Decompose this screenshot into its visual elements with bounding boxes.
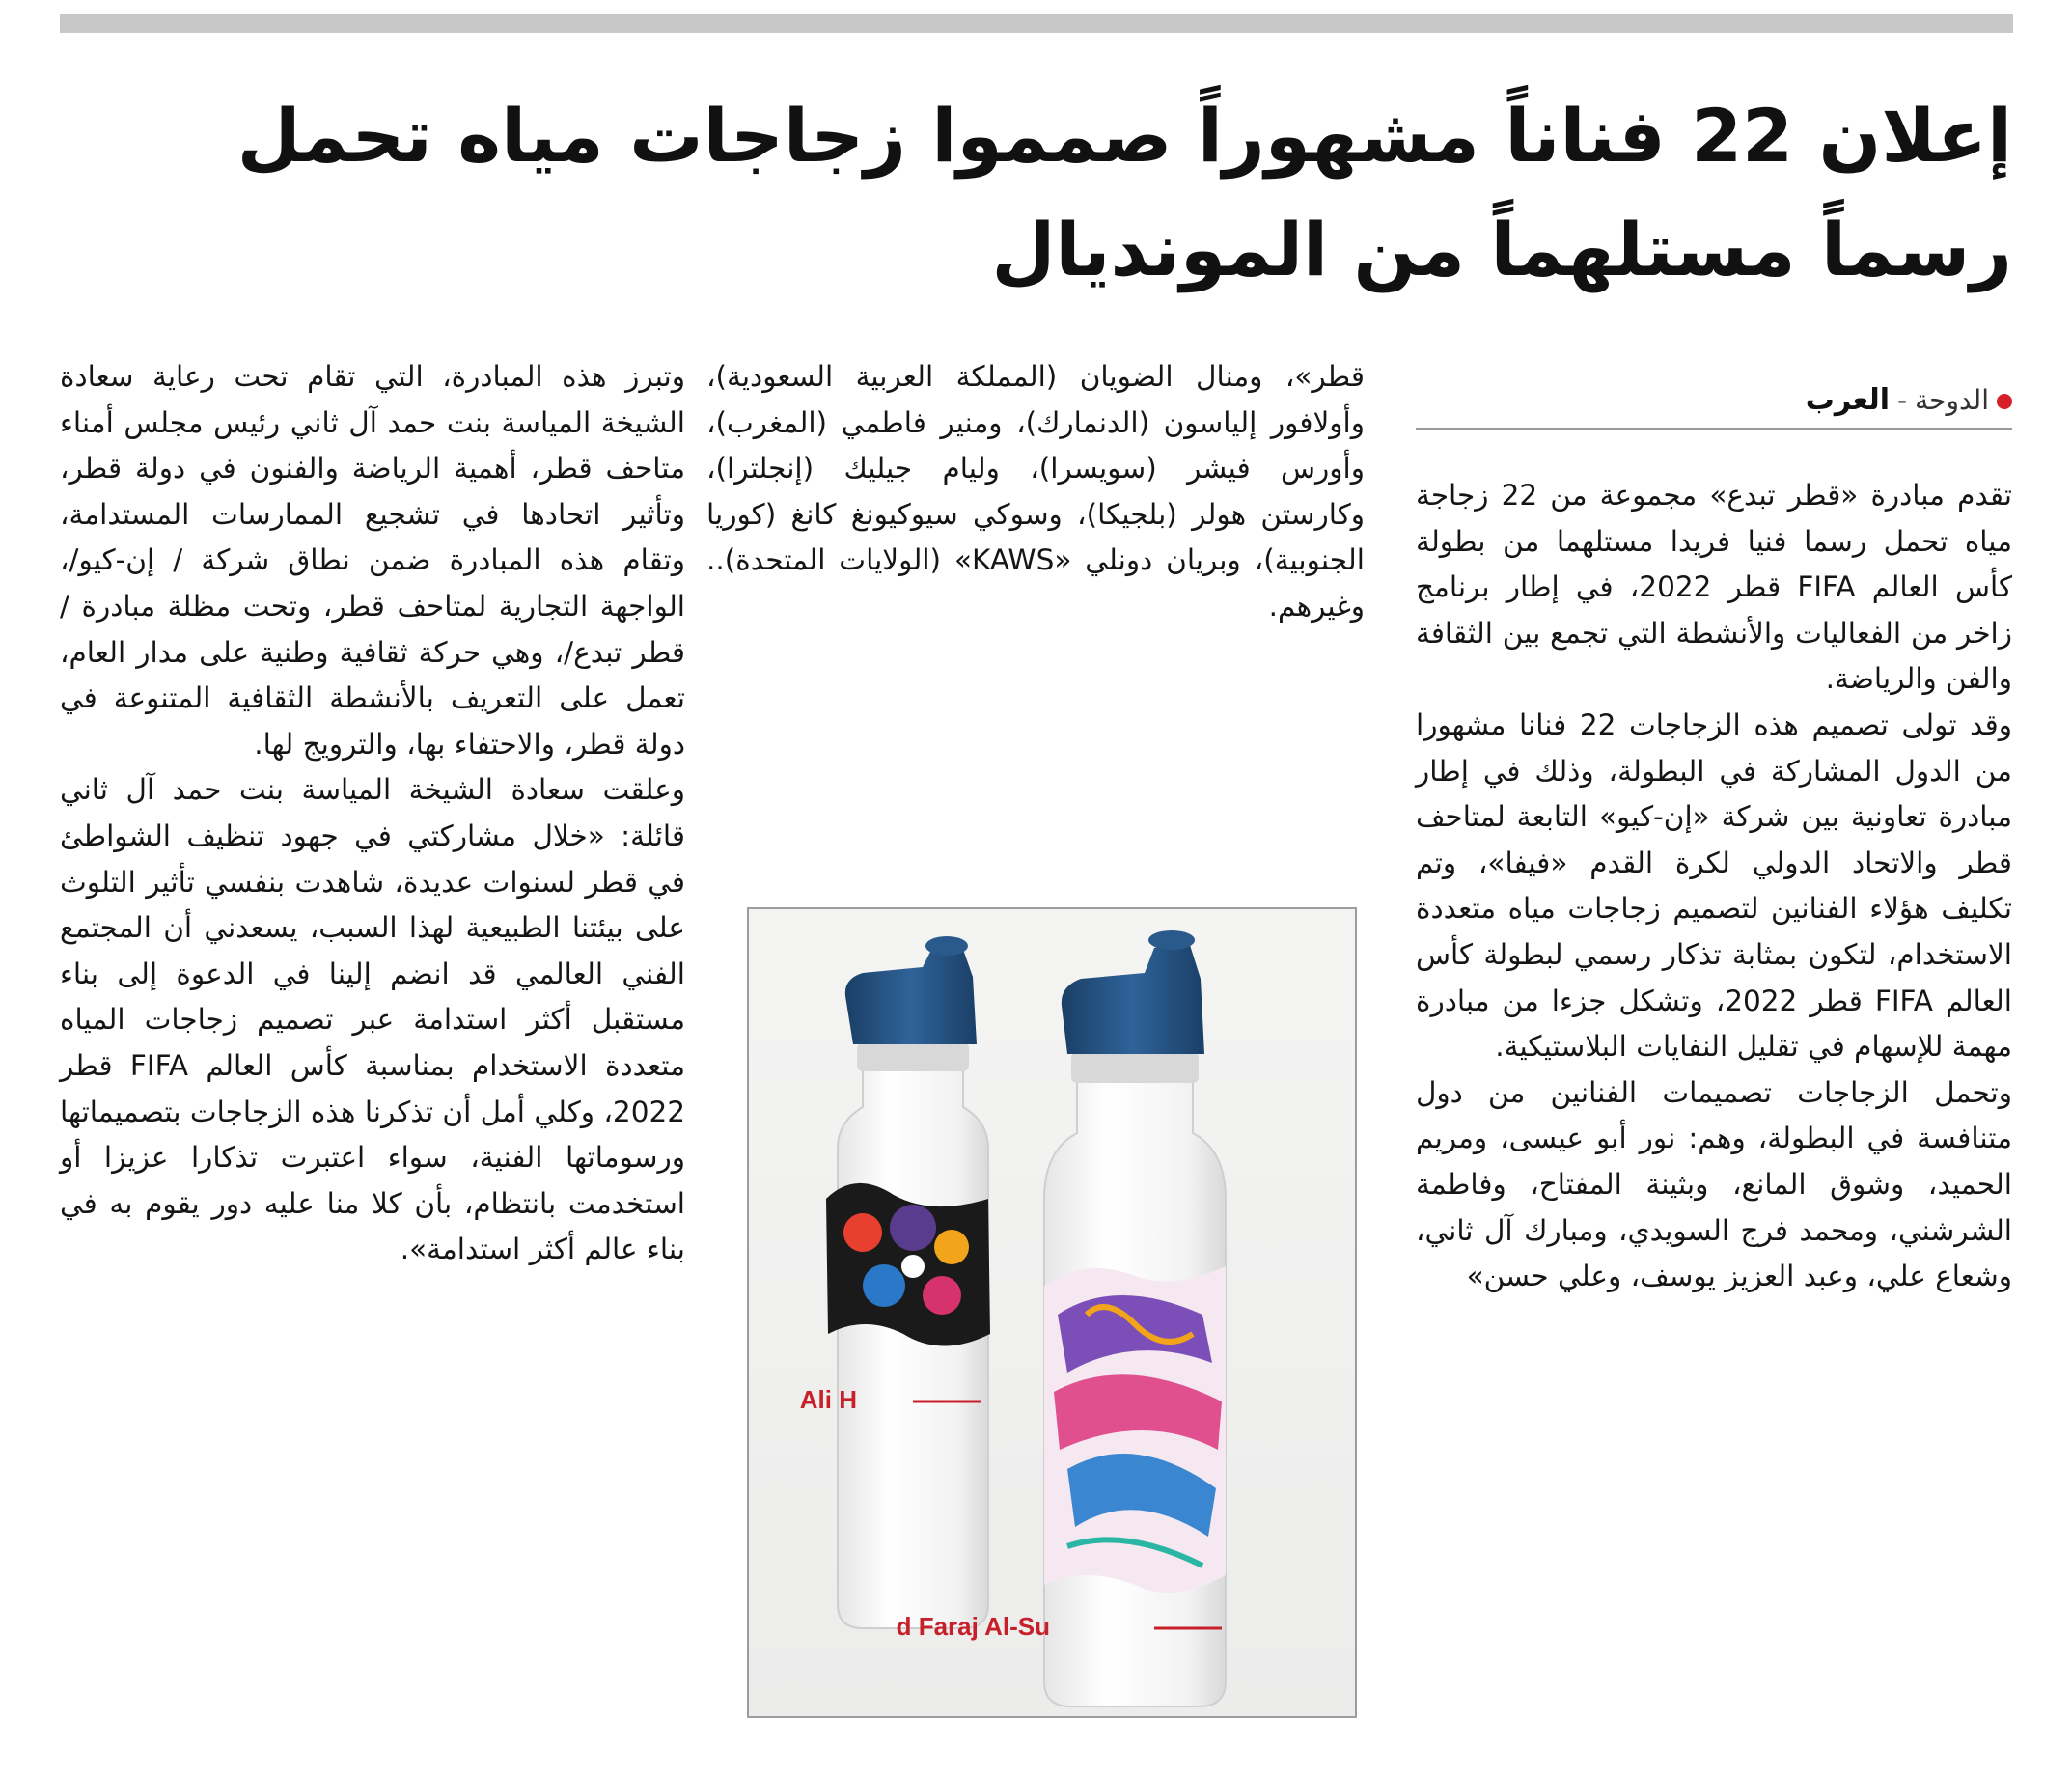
- byline-city: الدوحة: [1915, 384, 1989, 416]
- paragraph: وقد تولى تصميم هذه الزجاجات 22 فنانا مشهورا من الدول المشاركة في البطولة، وذلك في إطار مبادرة تعاونية بين شركة «إن-كيو» التابعة لمتاحف قطر والاتحاد الدولي لكرة القدم «فيفا»، وتم تكليف هؤلاء الفنانين لتصميم زجاجات مياه متعددة الاستخدام، لتكون بمثابة تذكار رسمي لبطولة كأس العالم FIFA قطر 2022، وتشكل جزءا من مبادرة مهمة للإسهام في تقليل النفايات البلاستيكية.: [1416, 707, 2012, 1064]
- headline-line-2: رسماً مستلهماً من المونديال: [991, 207, 2012, 292]
- paragraph: وتبرز هذه المبادرة، التي تقام تحت رعاية سعادة الشيخة المياسة بنت حمد آل ثاني رئيس مجلس أمناء متاحف قطر، أهمية الرياضة والفنون في دولة قطر، وتأثير اتحادها في تشجيع الممارسات المستدامة، وتقام هذه المبادرة ضمن نطاق شركة / إن-كيو/، الواجهة التجارية لمتاحف قطر، وتحت مظلة مبادرة /قطر تبدع/، وهي حركة ثقافية وطنية على مدار العام، تعمل على التعريف بالأنشطة الثقافية المتنوعة في دولة قطر، والاحتفاء بها، والترويج لها.: [60, 360, 685, 761]
- article-column-left: [60, 354, 685, 1273]
- article-column-middle: [706, 354, 1365, 630]
- byline-separator: -: [1897, 384, 1908, 416]
- paragraph: وتحمل الزجاجات تصميمات الفنانين من دول متنافسة في البطولة، وهم: نور أبو عيسى، ومريم الحميد، وشوق المانع، وبثينة المفتاح، وفاطمة الشرشني، ومحمد فرج السويدي، ومبارك آل ثاني، وشعاع علي، وعبد العزيز يوسف، وعلي حسن»: [1416, 1075, 2012, 1293]
- paragraph: وعلقت سعادة الشيخة المياسة بنت حمد آل ثاني قائلة: «خلال مشاركتي في جهود تنظيف الشواطئ في قطر لسنوات عديدة، شاهدت بنفسي تأثير التلوث على بيئتنا الطبيعية لهذا السبب، يسعدني أن المجتمع الفني العالمي قد انضم إلينا في الدعوة إلى بناء مستقبل أكثر استدامة عبر تصميم زجاجات المياه متعددة الاستخدام بمناسبة كأس العالم FIFA قطر 2022، وكلي أمل أن تذكرنا هذه الزجاجات بتصميماتها ورسوماتها الفنية، سواء اعتبرت تذكارا عزيزا أو استخدمت بانتظام، بأن كلا منا عليه دور يقوم به في بناء عالم أكثر استدامة».: [60, 773, 685, 1266]
- right-bottle-label: d Faraj Al-Su: [896, 1612, 1050, 1641]
- bottles-illustration: [749, 909, 1355, 1716]
- top-rule: [60, 14, 2013, 33]
- left-bottle-label: Ali H: [799, 1385, 857, 1414]
- red-dot-icon: [1997, 394, 2012, 409]
- article-photo-water-bottles: [747, 907, 1357, 1718]
- left-bottle: [826, 936, 990, 1628]
- byline: [1416, 379, 2012, 430]
- right-bottle: [1044, 930, 1226, 1706]
- article-column-right: [1416, 473, 2012, 1300]
- headline-line-1: إعلان 22 فناناً مشهوراً صمموا زجاجات مياه تحمل: [236, 93, 2012, 179]
- paragraph: قطر»، ومنال الضويان (المملكة العربية السعودية)، وأولافور إلياسون (الدنمارك)، ومنير فاطمي (المغرب)، وأورس فيشر (سويسرا)، وليام جيليك (إنجلترا)، وكارستن هولر (بلجيكا)، وسوكي سيوكيونغ كانغ (كوريا الجنوبية)، وبريان دونلي «KAWS» (الولايات المتحدة).. وغيرهم.: [706, 360, 1365, 623]
- publication-logo: العرب: [1805, 383, 1891, 417]
- paragraph: تقدم مبادرة «قطر تبدع» مجموعة من 22 زجاجة مياه تحمل رسما فنيا فريدا مستلهما من بطولة كأس العالم FIFA قطر 2022، في إطار برنامج زاخر من الفعاليات والأنشطة التي تجمع بين الثقافة والفن والرياضة.: [1416, 479, 2012, 696]
- article-headline: [59, 79, 2012, 307]
